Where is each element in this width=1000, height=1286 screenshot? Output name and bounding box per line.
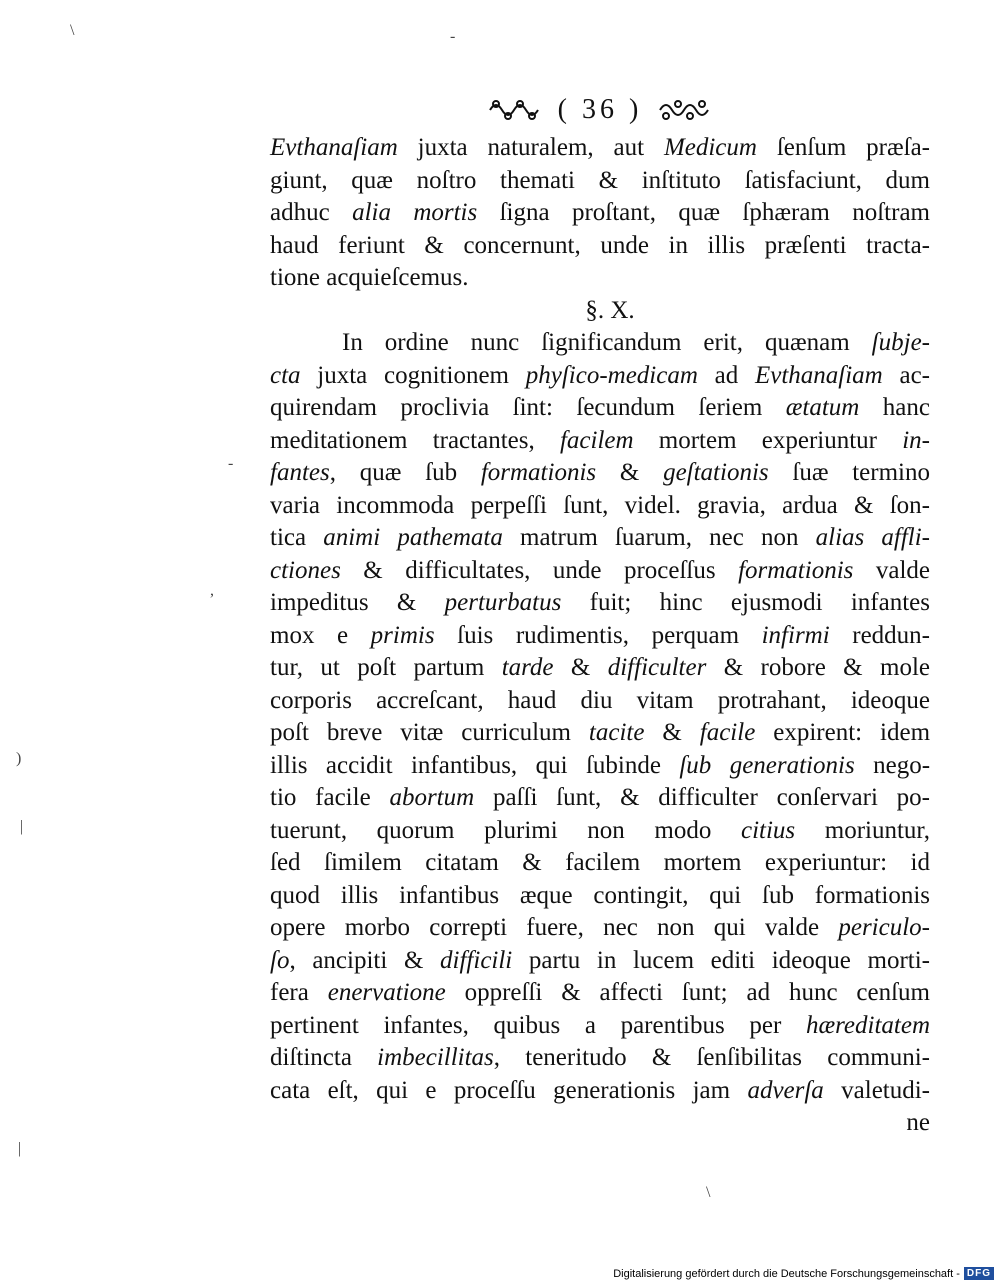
left-ornament-icon [486, 98, 544, 122]
dfg-logo: DFG [964, 1267, 994, 1280]
text-run: ac- [882, 361, 930, 389]
italic-run: tarde [501, 654, 554, 681]
speck: - [450, 28, 456, 45]
text-run: §. X. [585, 296, 635, 324]
italic-run: infirmi [761, 621, 830, 649]
text-run: ſed ſimilem citatam & facilem mortem experiuntur: id [270, 849, 930, 876]
italic-run: primis [370, 621, 435, 649]
text-run: diſtincta [270, 1044, 378, 1071]
italic-run: difficulter [607, 654, 707, 681]
text-line [270, 555, 930, 588]
text-run: adhuc [270, 199, 353, 226]
text-run: , ancipiti & [289, 946, 441, 974]
text-run: ſenſum præſa- [756, 134, 930, 161]
italic-run: formationis [738, 556, 854, 584]
text-run: & robore & mole [706, 654, 930, 681]
text-run: ſigna proſtant, quæ ſphæram noſtram [477, 199, 930, 226]
text-run: valetudi- [823, 1076, 931, 1104]
italic-run: Medicum [663, 134, 757, 161]
text-run: matrum ſuarum, nec non [502, 524, 816, 551]
text-line [270, 132, 930, 165]
text-line [270, 490, 930, 523]
text-line [270, 815, 930, 848]
text-run: quod illis infantibus æque contingit, qui ſub formationis [270, 881, 930, 909]
text-run: corporis accreſcant, haud diu vitam protrahant, ideoque [270, 686, 930, 714]
text-run: mox e [270, 621, 371, 649]
italic-run: difficili [440, 946, 513, 974]
body-text [270, 132, 930, 1140]
text-run: illis accidit infantibus, qui ſubinde [270, 751, 680, 779]
italic-run: Evthanaſiam [270, 134, 398, 161]
text-run: , teneritudo & ſenſibilitas communi- [493, 1044, 930, 1071]
text-run: opere morbo correpti fuere, nec non qui valde [270, 914, 839, 941]
italic-run: animi pathemata [323, 524, 503, 551]
speck: | [20, 818, 24, 835]
text-run: cata eſt, qui e proceſſu generationis jam [270, 1076, 748, 1104]
text-run: tica [270, 524, 324, 551]
text-line [270, 717, 930, 750]
text-run: fera [270, 979, 328, 1006]
text-run: pertinent infantes, quibus a parentibus per [270, 1011, 806, 1039]
text-line [270, 652, 930, 685]
italic-run: ſub generationis [679, 751, 855, 779]
text-run: reddun- [829, 621, 930, 649]
text-run: ad [697, 361, 755, 389]
italic-run: hæreditatem [805, 1011, 930, 1039]
italic-run: geſtationis [663, 459, 769, 486]
text-run: In ordine nunc ſignificandum erit, quænam [342, 329, 872, 356]
text-line [270, 1075, 930, 1108]
speck: \ [706, 1184, 711, 1201]
text-run: tio facile [270, 784, 390, 811]
text-line [270, 880, 930, 913]
text-run: meditationem tractantes, [270, 426, 560, 454]
text-line [270, 977, 930, 1010]
text-line [270, 425, 930, 458]
italic-run: imbecillitas [377, 1044, 494, 1071]
text-run: varia incommoda perpeſſi ſunt, videl. gravia, ardua & ſon- [270, 491, 930, 519]
text-line [270, 587, 930, 620]
italic-run: periculo- [838, 914, 930, 941]
italic-run: ætatum [785, 394, 860, 421]
text-run: nego- [854, 751, 931, 779]
text-run: quirendam proclivia ſint: ſecundum ſeriem [270, 394, 786, 421]
text-run: haud feriunt & concernunt, unde in illis præſenti tracta- [270, 231, 930, 259]
text-run: ſuæ termino [768, 459, 930, 486]
text-line [270, 457, 930, 490]
italic-run: enervatione [327, 979, 446, 1006]
speck: | [18, 1140, 22, 1157]
italic-run: in- [902, 426, 930, 454]
text-run: juxta naturalem, aut [397, 134, 664, 161]
text-line [270, 1107, 930, 1140]
text-run: , quæ ſub [329, 459, 481, 486]
italic-run: Evthanaſiam [754, 361, 883, 389]
text-line [270, 912, 930, 945]
italic-run: abortum [389, 784, 475, 811]
text-run: hanc [859, 394, 930, 421]
right-ornament-icon [656, 98, 714, 122]
text-line [270, 327, 930, 360]
text-run: & [644, 719, 700, 746]
speck: , [210, 582, 214, 599]
text-line [270, 685, 930, 718]
page-number: ( 36 ) [557, 94, 643, 125]
text-line [270, 1042, 930, 1075]
speck: ) [16, 750, 22, 767]
text-line [270, 392, 930, 425]
speck: \ [70, 22, 75, 39]
digitization-credit [613, 1267, 994, 1280]
italic-run: cta [270, 361, 301, 389]
text-line [270, 360, 930, 393]
text-line [270, 262, 930, 295]
text-run: moriuntur, [795, 816, 930, 844]
text-run: valde [853, 556, 930, 584]
text-line [270, 165, 930, 198]
text-run: & difficultates, unde proceſſus [340, 556, 739, 584]
italic-run: perturbatus [444, 589, 562, 616]
italic-run: citius [740, 816, 796, 844]
italic-run: ctiones [270, 556, 341, 584]
text-line [270, 620, 930, 653]
text-run: mortem experiuntur [633, 426, 903, 454]
text-line [270, 945, 930, 978]
text-line [270, 522, 930, 555]
text-run: giunt, quæ noſtro themati & inſtituto ſatisfaciunt, dum [270, 166, 930, 194]
text-line [270, 750, 930, 783]
page-header [470, 92, 730, 128]
text-line [270, 295, 930, 328]
text-run: & [553, 654, 608, 681]
text-run: expirent: idem [755, 719, 931, 746]
text-line [270, 230, 930, 263]
text-run: tuerunt, quorum plurimi non modo [270, 816, 741, 844]
text-run: fuit; hinc ejusmodi infantes [561, 589, 930, 616]
text-run: ne [906, 1109, 930, 1136]
italic-run: tacite [588, 719, 645, 746]
text-run: impeditus & [270, 589, 445, 616]
text-line [270, 1010, 930, 1043]
italic-run: ſubje- [871, 329, 930, 356]
italic-run: alias affli- [815, 524, 930, 551]
italic-run: facilem [559, 426, 634, 454]
text-run: & [596, 459, 664, 486]
text-line [270, 847, 930, 880]
italic-run: phyſico-medicam [525, 361, 698, 389]
text-run: poſt breve vitæ curriculum [270, 719, 589, 746]
italic-run: adverſa [747, 1076, 824, 1104]
italic-run: formationis [480, 459, 597, 486]
text-line [270, 782, 930, 815]
text-run: tione acquieſcemus. [270, 264, 469, 291]
italic-run: ſo [270, 946, 290, 974]
text-run: partu in lucem editi ideoque morti- [512, 946, 930, 974]
text-run: oppreſſi & affecti ſunt; ad hunc cenſum [445, 979, 931, 1006]
speck: - [228, 455, 234, 472]
italic-run: alia mortis [352, 199, 478, 226]
text-run: juxta cognitionem [300, 361, 526, 389]
italic-run: facile [699, 719, 756, 746]
italic-run: fantes [270, 459, 330, 486]
text-run: paſſi ſunt, & difficulter conſervari po- [474, 784, 930, 811]
text-line [270, 197, 930, 230]
text-run: ſuis rudimentis, perquam [434, 621, 762, 649]
credit-text: Digitalisierung gefördert durch die Deutsche Forschungsgemeinschaft - [613, 1267, 960, 1280]
text-run: tur, ut poſt partum [270, 654, 502, 681]
